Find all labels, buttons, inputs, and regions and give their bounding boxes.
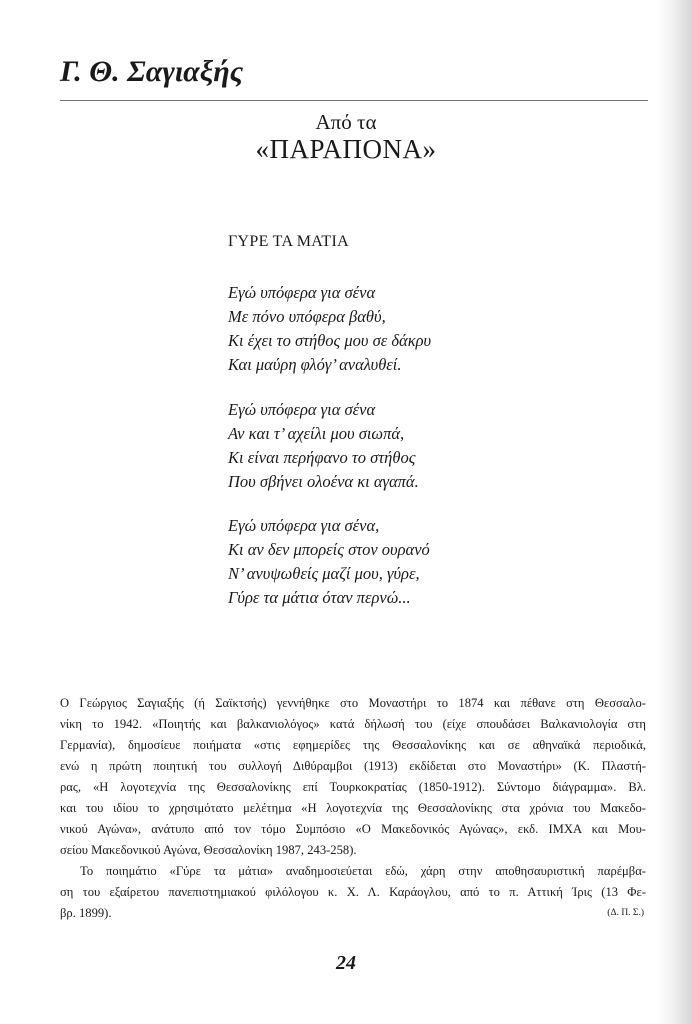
collection-intro: Από τα [315,110,377,134]
bio-line: και του ιδίου το χρησιμότατο μελέτημα «Η λογοτεχνία της Θεσσαλονίκης στα χρόνια του Μακεδο- [60,801,646,815]
editor-initials: (Δ. Π. Σ.) [607,908,644,918]
poem-line: Κι είναι περήφανο το στήθος [228,448,416,467]
bio-line: νικού Αγώνα», ανάτυπο από τον τόμο Συμπόσιο «Ο Μακεδονικός Αγώνας», εκδ. ΙΜΧΑ και Μου- [60,822,646,836]
bio-line: βρ. 1899). [60,906,112,920]
bio-line: Το ποιημάτιο «Γύρε τα μάτια» αναδημοσιεύεται εδώ, χάρη στην αποθησαυριστική παρέμβα- [80,864,646,878]
bio-line: ρας, «Η λογοτεχνία της Θεσσαλονίκης επί Τουρκοκρατίας (1850-1912). Σύντομο διάγραμμα». Βλ. [60,780,646,794]
poem-line: Που σβήνει ολοένα κι αγαπά. [228,472,419,491]
header-rule [60,100,648,101]
poem-line: Κι έχει το στήθος μου σε δάκρυ [228,331,432,350]
poem-stanza-1 [228,281,431,377]
collection-title: «ΠΑΡΑΠΟΝΑ» [255,134,437,164]
poem-line: Εγώ υπόφερα για σένα [228,400,376,419]
bio-line: νίκη το 1942. «Ποιητής και βαλκανιολόγος» κατά δήλωσή του (είχε σπουδάσει Βαλκανιολογία στη [60,717,646,731]
poem-stanza-3 [228,514,430,610]
poem-line: Και μαύρη φλόγ’ αναλυθεί. [228,355,402,374]
bio-line: σείου Μακεδονικού Αγώνα, Θεσσαλονίκη 1987, 243-258). [60,843,357,857]
poem-line: Εγώ υπόφερα για σένα [228,283,376,302]
bio-line: Ο Γεώργιος Σαγιαξής (ή Σαϊκτσής) γεννήθηκε στο Μοναστήρι το 1874 και πέθανε στη Θεσσαλο- [60,696,646,710]
author-heading: Γ. Θ. Σαγιαξής [60,55,244,88]
bio-line: ενώ η πρώτη ποιητική του συλλογή Διθύραμβοι (1913) εκδίδεται στο Μοναστήρι» (Κ. Πλαστή- [60,759,646,773]
poem-stanza-2 [228,398,419,494]
biographical-note [60,693,646,924]
bio-line: Γερμανία), δημοσίευε ποιήματα «στις εφημερίδες της Θεσσαλονίκης και σε αθηναϊκά περιοδικά, [60,738,646,752]
page-number: 24 [336,952,356,974]
bio-line: ση του εξαίρετου πανεπιστημιακού φιλόλογου κ. Χ. Λ. Καράογλου, από το π. Αττική Ίρις (13 Φε- [60,885,646,899]
poem-title: ΓΥΡΕ ΤΑ ΜΑΤΙΑ [228,233,349,250]
poem-line: Εγώ υπόφερα για σένα, [228,516,380,535]
poem-line: Κι αν δεν μπορείς στον ουρανό [228,540,430,559]
poem-line: Ν’ ανυψωθείς μαζί μου, γύρε, [228,564,420,583]
poem-line: Αν και τ’ αχείλι μου σιωπά, [228,424,405,443]
poem-line: Γύρε τα μάτια όταν περνώ... [228,588,411,607]
poem-line: Με πόνο υπόφερα βαθύ, [228,307,386,326]
